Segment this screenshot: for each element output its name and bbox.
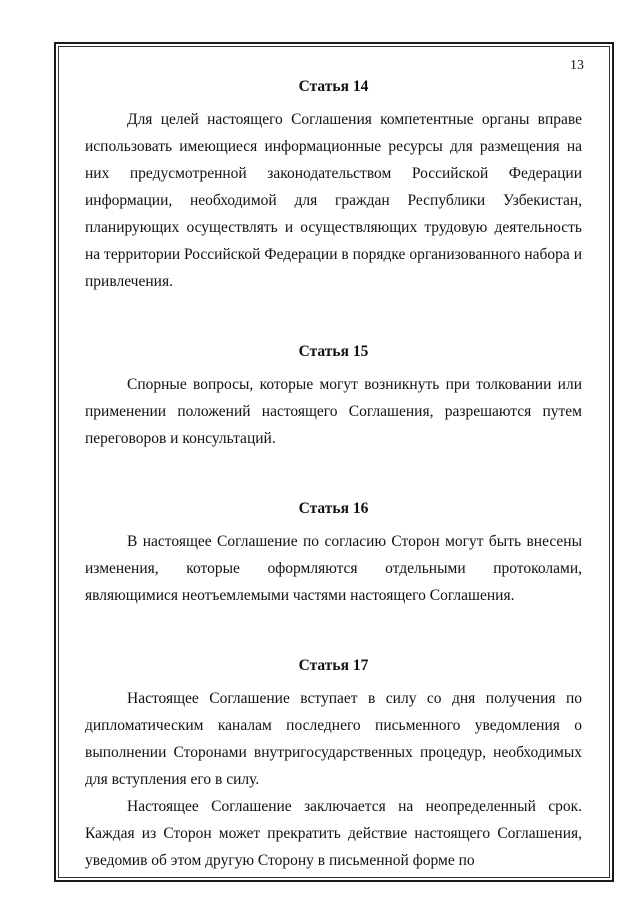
article-title: Статья 14	[298, 78, 369, 95]
article-title: Статья 17	[298, 657, 369, 674]
article-15	[85, 337, 582, 452]
article-paragraph: Настоящее Соглашение заключается на неопределенный срок. Каждая из Сторон может прекратить действие настоящего Соглашения, уведомив об этом другую Сторону в письменной форме по	[85, 798, 582, 869]
article-paragraph: В настоящее Соглашение по согласию Сторон могут быть внесены изменения, которые оформляются отдельными протоколами, являющимися неотъемлемыми частями настоящего Соглашения.	[85, 533, 582, 604]
article-14	[85, 72, 582, 295]
article-16	[85, 494, 582, 609]
article-paragraph: Настоящее Соглашение вступает в силу со дня получения по дипломатическим каналам последнего письменного уведомления о выполнении Сторонами внутригосударственных процедур, необходимых для вступления его в силу.	[85, 690, 582, 788]
article-paragraph: Для целей настоящего Соглашения компетентные органы вправе использовать имеющиеся информационные ресурсы для размещения на них предусмотренной законодательством Российской Федерации информации, необходимой для граждан Республики Узбекистан, планирующих осуществлять и осуществляющих трудовую деятельность на территории Российской Федерации в порядке организованного набора и привлечения.	[85, 111, 582, 290]
document-body	[85, 72, 582, 874]
article-17	[85, 651, 582, 874]
article-title: Статья 15	[298, 343, 369, 360]
article-title: Статья 16	[298, 500, 369, 517]
article-paragraph: Спорные вопросы, которые могут возникнуть при толковании или применении положений настоящего Соглашения, разрешаются путем переговоров и консультаций.	[85, 376, 582, 447]
page-number: 13	[570, 58, 584, 73]
